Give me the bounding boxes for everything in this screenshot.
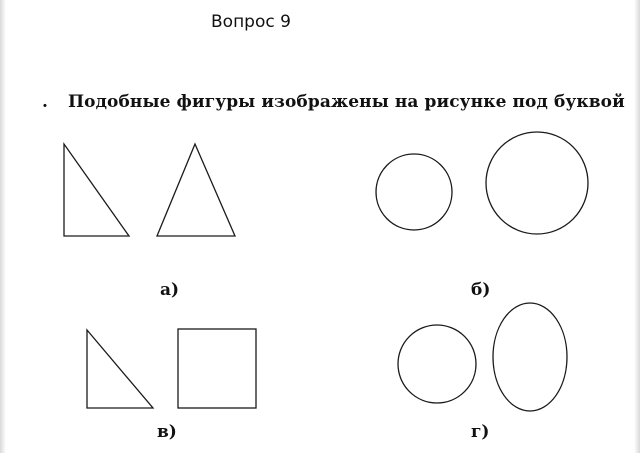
option-c-label: в) (157, 422, 177, 442)
option-a-label: а) (160, 280, 180, 300)
option-b-label: б) (471, 280, 491, 300)
question-text-line (42, 92, 625, 112)
option-a-isosceles-triangle (157, 144, 235, 236)
option-d-ellipse (493, 303, 567, 411)
option-a-right-triangle (64, 144, 129, 236)
option-d-label: г) (471, 422, 490, 442)
page-shadow-right (634, 0, 640, 453)
option-c-square (178, 329, 256, 408)
question-marker: . (42, 92, 49, 112)
question-number-heading: Вопрос 9 (211, 12, 291, 32)
option-b-large-circle (486, 132, 588, 234)
option-d-circle (398, 325, 476, 403)
option-c-right-triangle (87, 330, 153, 408)
question-text: Подобные фигуры изображены на рисунке под буквой (68, 92, 625, 112)
page-shadow-left (0, 0, 6, 453)
option-b-small-circle (376, 154, 452, 230)
